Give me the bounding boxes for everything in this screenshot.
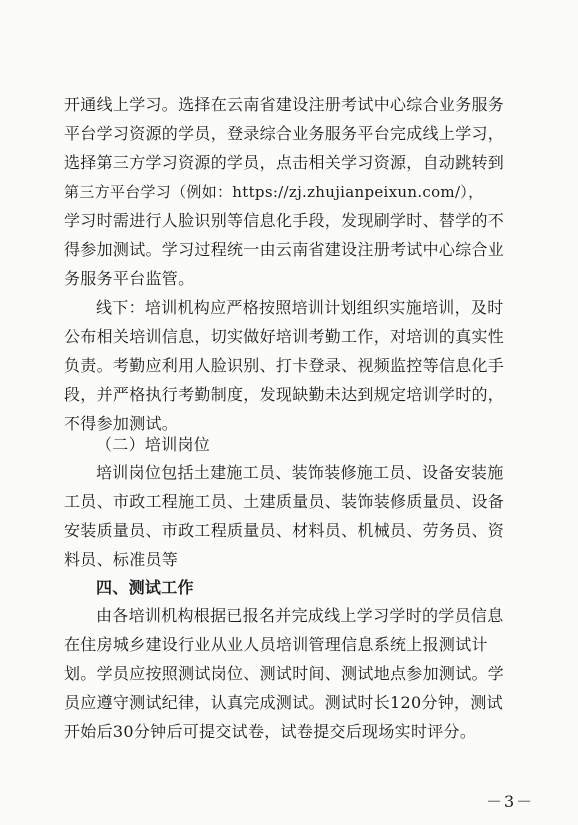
body-line: 负责。考勤应利用人脸识别、打卡登录、视频监控等信息化手 [64,356,505,375]
body-line: 线下：培训机构应严格按照培训计划组织实施培训，及时 [96,298,504,317]
body-line: 开通线上学习。选择在云南省建设注册考试中心综合业务服务 [64,95,505,114]
body-line: 务服务平台监管。 [64,269,195,288]
body-line: 平台学习资源的学员，登录综合业务服务平台完成线上学习， [64,124,505,143]
body-line: 培训岗位包括土建施工员、装饰装修施工员、设备安装施 [96,463,504,482]
body-line: 第三方平台学习（例如：https://zj.zhujianpeixun.com/）， [64,183,484,201]
body-line: 由各培训机构根据已报名并完成线上学习学时的学员信息 [96,606,504,625]
body-line: 员应遵守测试纪律，认真完成测试。测试时长120分钟，测试 [64,693,503,712]
body-line: 学习时需进行人脸识别等信息化手段，发现刷学时、替学的不 [64,211,505,230]
page-number: －3－ [486,792,535,811]
body-line: 工员、市政工程施工员、土建质量员、装饰装修质量员、设备 [64,492,505,511]
body-line: 安装质量员、市政工程质量员、材料员、机械员、劳务员、资 [64,521,505,540]
section-subheading: （二）培训岗位 [96,435,211,454]
body-line: 划。学员应按照测试岗位、测试时间、测试地点参加测试。学 [64,664,505,683]
body-line: 得参加测试。学习过程统一由云南省建设注册考试中心综合业 [64,240,505,259]
body-line: 料员、标准员等 [64,550,179,569]
body-line: 不得参加测试。 [64,414,179,433]
section-heading: 四、测试工作 [96,578,194,597]
body-line: 开始后30分钟后可提交试卷，试卷提交后现场实时评分。 [64,722,477,741]
body-line: 在住房城乡建设行业从业人员培训管理信息系统上报测试计 [64,635,488,654]
body-line: 段，并严格执行考勤制度，发现缺勤未达到规定培训学时的， [64,385,505,404]
body-line: 公布相关培训信息，切实做好培训考勤工作，对培训的真实性 [64,327,505,346]
body-line: 选择第三方学习资源的学员，点击相关学习资源，自动跳转到 [64,153,505,172]
